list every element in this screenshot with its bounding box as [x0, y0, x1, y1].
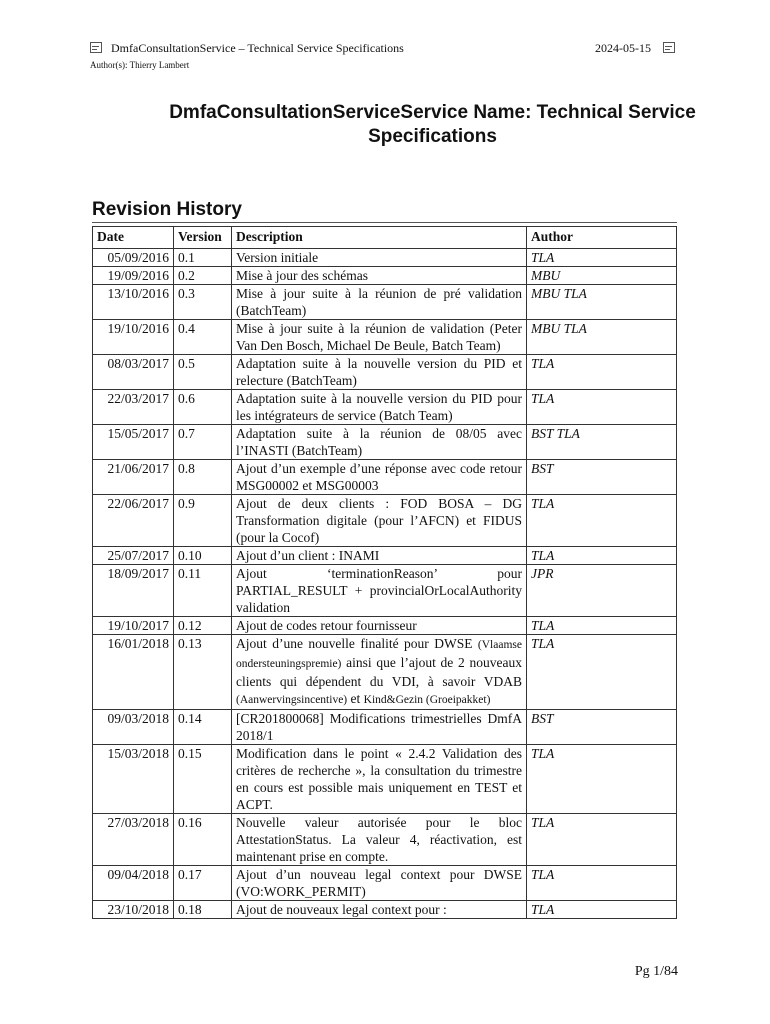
- cell-author: BST: [527, 710, 677, 745]
- table-row: [93, 460, 677, 495]
- table-row: [93, 495, 677, 547]
- cell-version: 0.2: [174, 267, 232, 285]
- description-fragment: Ajout d’une nouvelle finalité pour DWSE: [236, 636, 473, 651]
- cell-author: TLA: [527, 390, 677, 425]
- cell-version: 0.9: [174, 495, 232, 547]
- description-fragment: Kind&Gezin (Groeipakket): [363, 694, 491, 706]
- header-authors: Author(s): Thierry Lambert: [90, 60, 190, 70]
- cell-date: 08/03/2017: [93, 355, 174, 390]
- column-header-date: Date: [93, 227, 174, 249]
- revision-history-table: [92, 226, 677, 919]
- table-row: [93, 390, 677, 425]
- cell-version: 0.3: [174, 285, 232, 320]
- section-title: Revision History: [92, 199, 677, 223]
- cell-version: 0.18: [174, 901, 232, 919]
- cell-description: Ajout de deux clients : FOD BOSA – DG Transformation digitale (pour l’AFCN) et FIDUS (pour la Cocof): [232, 495, 527, 547]
- cell-date: 15/03/2018: [93, 745, 174, 814]
- cell-description: Ajout ‘terminationReason’ pour PARTIAL_RESULT + provincialOrLocalAuthority validation: [232, 565, 527, 617]
- cell-author: TLA: [527, 635, 677, 710]
- cell-author: TLA: [527, 814, 677, 866]
- document-title: DmfaConsultationServiceService Name: Technical Service Specifications: [169, 102, 696, 147]
- cell-date: 25/07/2017: [93, 547, 174, 565]
- cell-version: 0.7: [174, 425, 232, 460]
- cell-author: TLA: [527, 355, 677, 390]
- description-fragment: (Vlaamse ondersteuningspremie): [236, 639, 522, 670]
- table-row: [93, 320, 677, 355]
- cell-version: 0.1: [174, 249, 232, 267]
- cell-description: Mise à jour suite à la réunion de pré validation (BatchTeam): [232, 285, 527, 320]
- cell-date: 16/01/2018: [93, 635, 174, 710]
- table-row: [93, 635, 677, 710]
- cell-author: TLA: [527, 495, 677, 547]
- cell-date: 13/10/2016: [93, 285, 174, 320]
- cell-date: 19/09/2016: [93, 267, 174, 285]
- cell-date: 09/03/2018: [93, 710, 174, 745]
- table-row: [93, 745, 677, 814]
- cell-date: 22/06/2017: [93, 495, 174, 547]
- page-number: Pg 1/84: [634, 964, 678, 979]
- cell-version: 0.4: [174, 320, 232, 355]
- cell-description: Ajout d’un client : INAMI: [232, 547, 527, 565]
- table-row: [93, 617, 677, 635]
- table-row: [93, 547, 677, 565]
- cell-date: 23/10/2018: [93, 901, 174, 919]
- cell-version: 0.16: [174, 814, 232, 866]
- cell-author: TLA: [527, 901, 677, 919]
- column-header-version: Version: [174, 227, 232, 249]
- description-fragment: (Aanwervingsincentive): [236, 694, 348, 706]
- description-fragment: ainsi que l’ajout de 2 nouveaux clients qui dépendent du VDI, à savoir VDAB: [236, 655, 522, 689]
- table-row: [93, 355, 677, 390]
- cell-date: 22/03/2017: [93, 390, 174, 425]
- document-icon: [90, 42, 102, 53]
- cell-description: Ajout d’un exemple d’une réponse avec code retour MSG00002 et MSG00003: [232, 460, 527, 495]
- cell-description: Mise à jour suite à la réunion de validation (Peter Van Den Bosch, Michael De Beule, Batch Team): [232, 320, 527, 355]
- cell-description: Nouvelle valeur autorisée pour le bloc AttestationStatus. La valeur 4, réactivation, est maintenant prise en compte.: [232, 814, 527, 866]
- cell-description: [CR201800068] Modifications trimestrielles DmfA 2018/1: [232, 710, 527, 745]
- header-date: 2024-05-15: [595, 41, 651, 55]
- table-row: [93, 565, 677, 617]
- cell-date: 19/10/2017: [93, 617, 174, 635]
- table-row: [93, 249, 677, 267]
- column-header-description: Description: [232, 227, 527, 249]
- table-row: [93, 710, 677, 745]
- cell-description: Adaptation suite à la nouvelle version du PID et relecture (BatchTeam): [232, 355, 527, 390]
- cell-version: 0.11: [174, 565, 232, 617]
- table-row: [93, 814, 677, 866]
- table-body: [93, 249, 677, 919]
- cell-author: TLA: [527, 249, 677, 267]
- column-header-author: Author: [527, 227, 677, 249]
- header-title: DmfaConsultationService – Technical Service Specifications: [111, 41, 404, 55]
- cell-description: [232, 635, 527, 710]
- cell-author: MBU TLA: [527, 320, 677, 355]
- cell-date: 18/09/2017: [93, 565, 174, 617]
- cell-description: Ajout de nouveaux legal context pour :: [232, 901, 527, 919]
- cell-description: Adaptation suite à la nouvelle version du PID pour les intégrateurs de service (Batch Team): [232, 390, 527, 425]
- cell-version: 0.14: [174, 710, 232, 745]
- cell-version: 0.15: [174, 745, 232, 814]
- cell-author: TLA: [527, 745, 677, 814]
- cell-version: 0.13: [174, 635, 232, 710]
- cell-author: BST: [527, 460, 677, 495]
- table-row: [93, 425, 677, 460]
- cell-author: TLA: [527, 866, 677, 901]
- cell-date: 19/10/2016: [93, 320, 174, 355]
- cell-description: Mise à jour des schémas: [232, 267, 527, 285]
- table-row: [93, 267, 677, 285]
- document-icon: [663, 42, 675, 53]
- cell-version: 0.10: [174, 547, 232, 565]
- cell-author: BST TLA: [527, 425, 677, 460]
- cell-description: Ajout d’un nouveau legal context pour DWSE (VO:WORK_PERMIT): [232, 866, 527, 901]
- cell-version: 0.5: [174, 355, 232, 390]
- cell-date: 15/05/2017: [93, 425, 174, 460]
- cell-date: 27/03/2018: [93, 814, 174, 866]
- table-row: [93, 901, 677, 919]
- cell-author: JPR: [527, 565, 677, 617]
- cell-version: 0.6: [174, 390, 232, 425]
- cell-date: 05/09/2016: [93, 249, 174, 267]
- cell-date: 21/06/2017: [93, 460, 174, 495]
- cell-author: TLA: [527, 617, 677, 635]
- cell-date: 09/04/2018: [93, 866, 174, 901]
- cell-author: MBU: [527, 267, 677, 285]
- table-row: [93, 866, 677, 901]
- cell-version: 0.8: [174, 460, 232, 495]
- table-header-row: [93, 227, 677, 249]
- description-fragment: et: [347, 691, 364, 706]
- cell-description: Modification dans le point « 2.4.2 Validation des critères de recherche », la consultation du trimestre en cours est possible mais uniquement en TEST et ACPT.: [232, 745, 527, 814]
- table-row: [93, 285, 677, 320]
- cell-description: Ajout de codes retour fournisseur: [232, 617, 527, 635]
- cell-author: TLA: [527, 547, 677, 565]
- cell-description: Adaptation suite à la réunion de 08/05 avec l’INASTI (BatchTeam): [232, 425, 527, 460]
- cell-description: Version initiale: [232, 249, 527, 267]
- cell-version: 0.17: [174, 866, 232, 901]
- cell-author: MBU TLA: [527, 285, 677, 320]
- cell-version: 0.12: [174, 617, 232, 635]
